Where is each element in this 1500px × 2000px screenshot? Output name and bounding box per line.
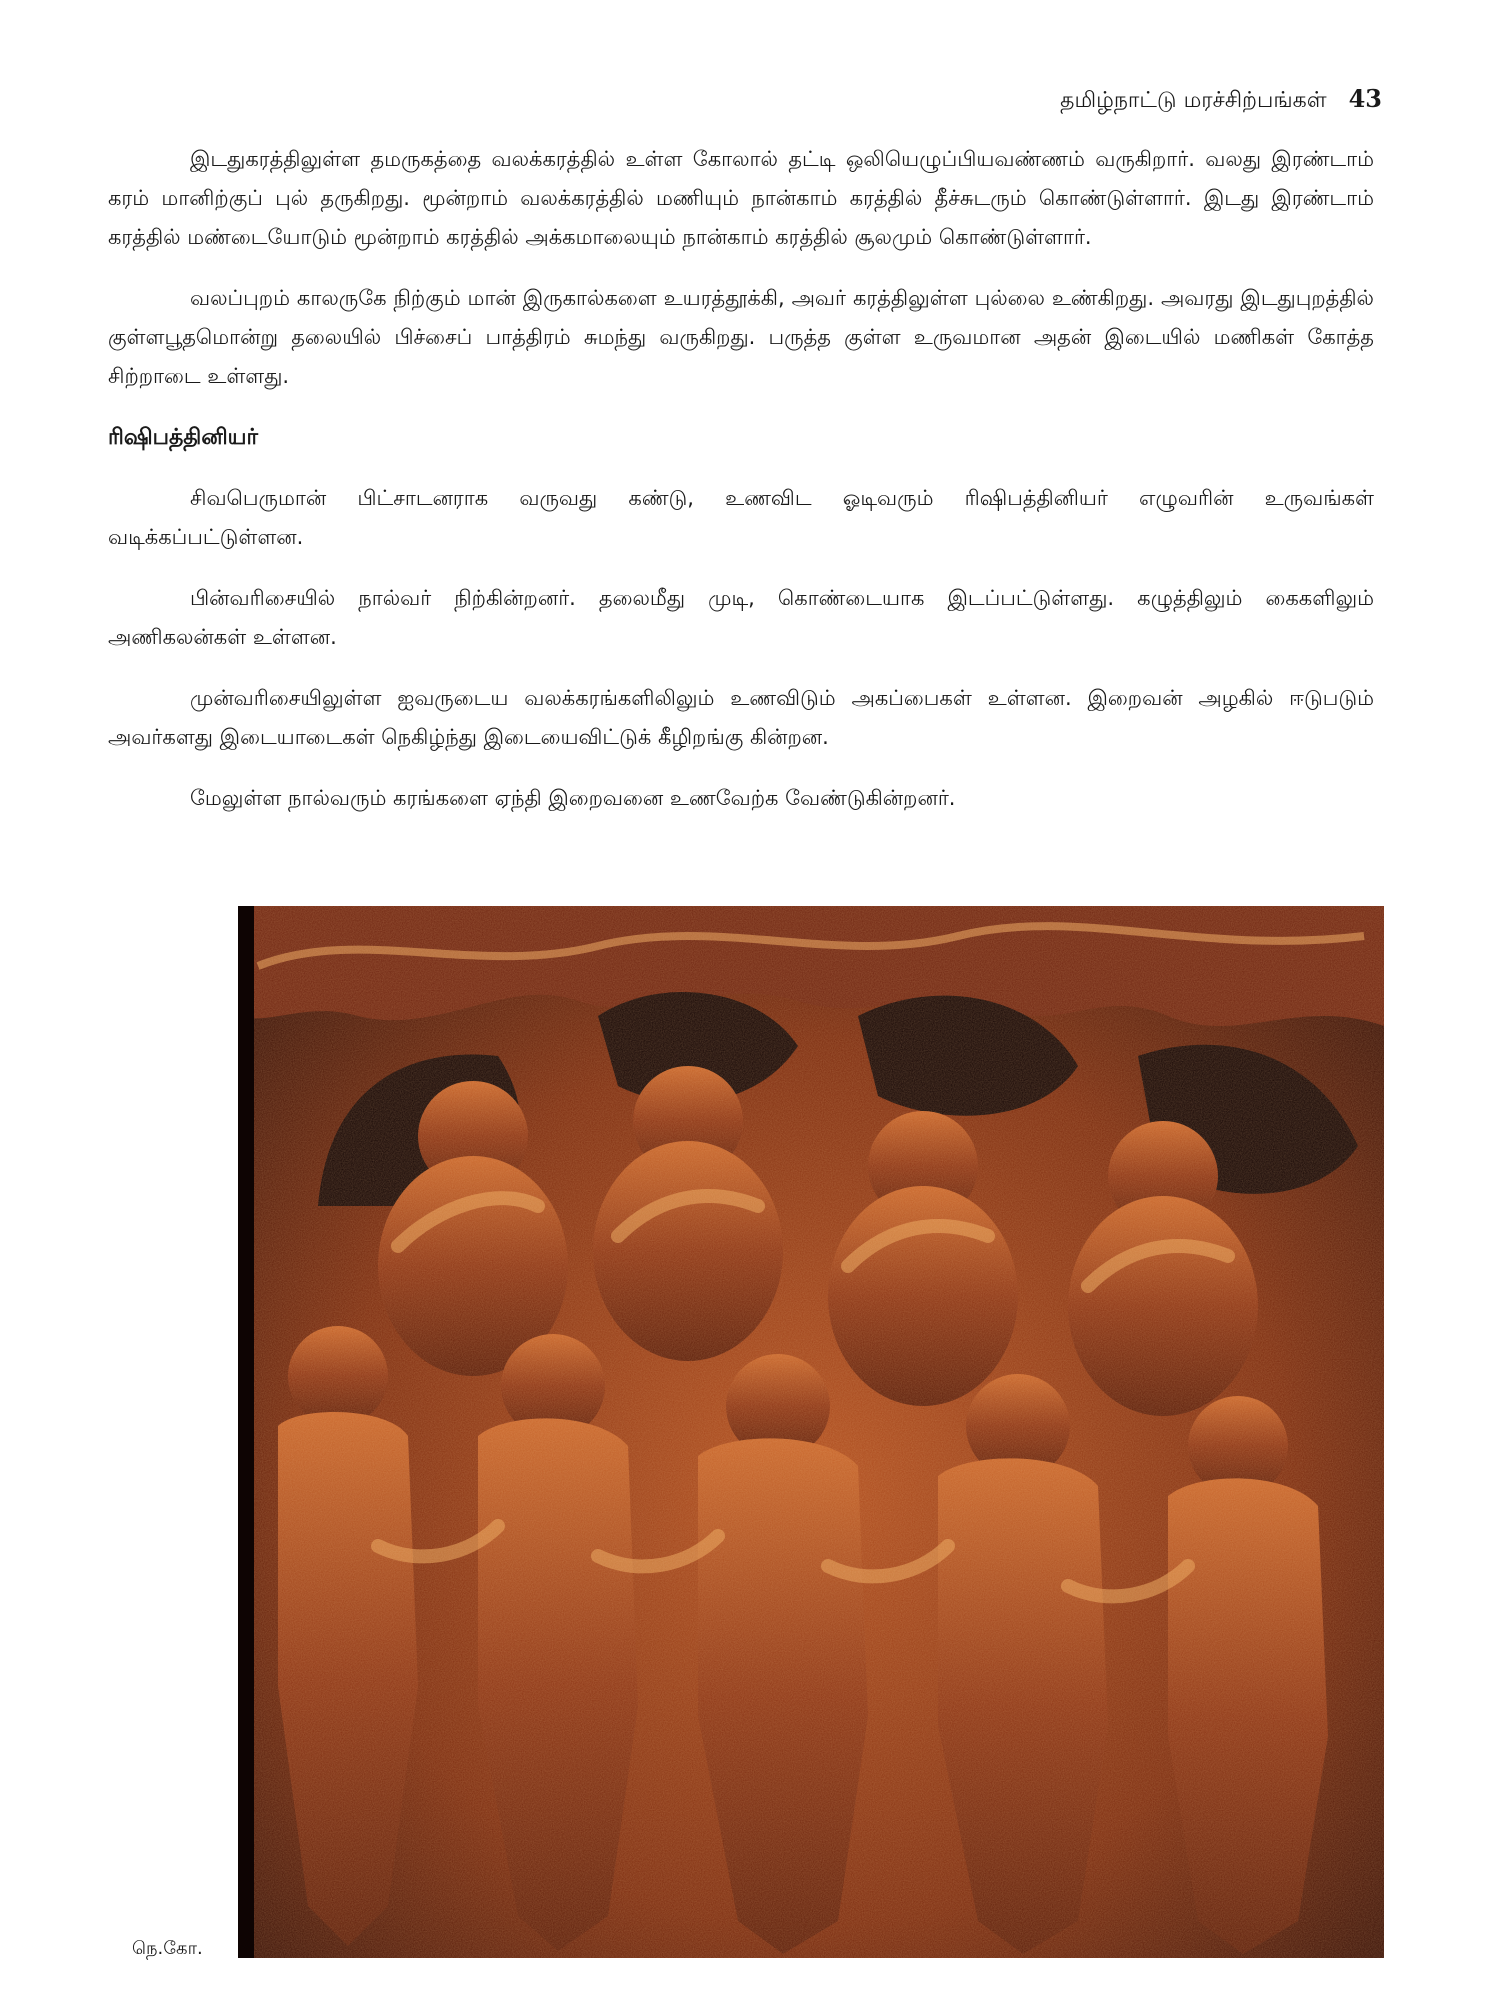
page-number: 43	[1348, 84, 1382, 113]
running-title: தமிழ்நாட்டு மரச்சிற்பங்கள்	[1060, 88, 1327, 113]
wood-carving-image	[238, 906, 1384, 1958]
body-text	[108, 140, 1374, 840]
photo-credit: நெ.கோ.	[132, 1938, 203, 1959]
sculpture-photo	[238, 906, 1384, 1958]
paragraph-6: மேலுள்ள நால்வரும் கரங்களை ஏந்தி இறைவனை உணவேற்க வேண்டுகின்றனர்.	[190, 786, 956, 810]
section-heading: ரிஷிபத்தினியர்	[108, 425, 259, 450]
running-head	[1060, 84, 1382, 116]
paragraph-4: பின்வரிசையில் நால்வர் நிற்கின்றனர். தலைமீது முடி, கொண்டையாக இடப்பட்டுள்ளது. கழுத்திலும் கைகளிலும் அணிகலன்கள் உள்ளன.	[108, 586, 1374, 649]
paragraph-1: இடதுகரத்திலுள்ள தமருகத்தை வலக்கரத்தில் உள்ள கோலால் தட்டி ஒலியெழுப்பியவண்ணம் வருகிறார். வலது இரண்டாம் கரம் மானிற்குப் புல் தருகிறது. மூன்றாம் வலக்கரத்தில் மணியும் நான்காம் கரத்தில் தீச்சுடரும் கொண்டுள்ளார். இடது இரண்டாம் கரத்தில் மண்டையோடும் மூன்றாம் கரத்தில் அக்கமாலையும் நான்காம் கரத்தில் சூலமும் கொண்டுள்ளார்.	[108, 147, 1374, 249]
paragraph-3: சிவபெருமான் பிட்சாடனராக வருவது கண்டு, உணவிட ஓடிவரும் ரிஷிபத்தினியர் எழுவரின் உருவங்கள் வடிக்கப்பட்டுள்ளன.	[108, 486, 1374, 549]
paragraph-2: வலப்புறம் காலருகே நிற்கும் மான் இருகால்களை உயரத்தூக்கி, அவர் கரத்திலுள்ள புல்லை உண்கிறது. அவரது இடதுபுறத்தில் குள்ளபூதமொன்று தலையில் பிச்சைப் பாத்திரம் சுமந்து வருகிறது. பருத்த குள்ள உருவமான அதன் இடையில் மணிகள் கோத்த சிற்றாடை உள்ளது.	[108, 286, 1374, 388]
paragraph-5: முன்வரிசையிலுள்ள ஐவருடைய வலக்கரங்களிலிலும் உணவிடும் அகப்பைகள் உள்ளன. இறைவன் அழகில் ஈடுபடும் அவர்களது இடையாடைகள் நெகிழ்ந்து இடையைவிட்டுக் கீழிறங்கு கின்றன.	[108, 686, 1374, 749]
